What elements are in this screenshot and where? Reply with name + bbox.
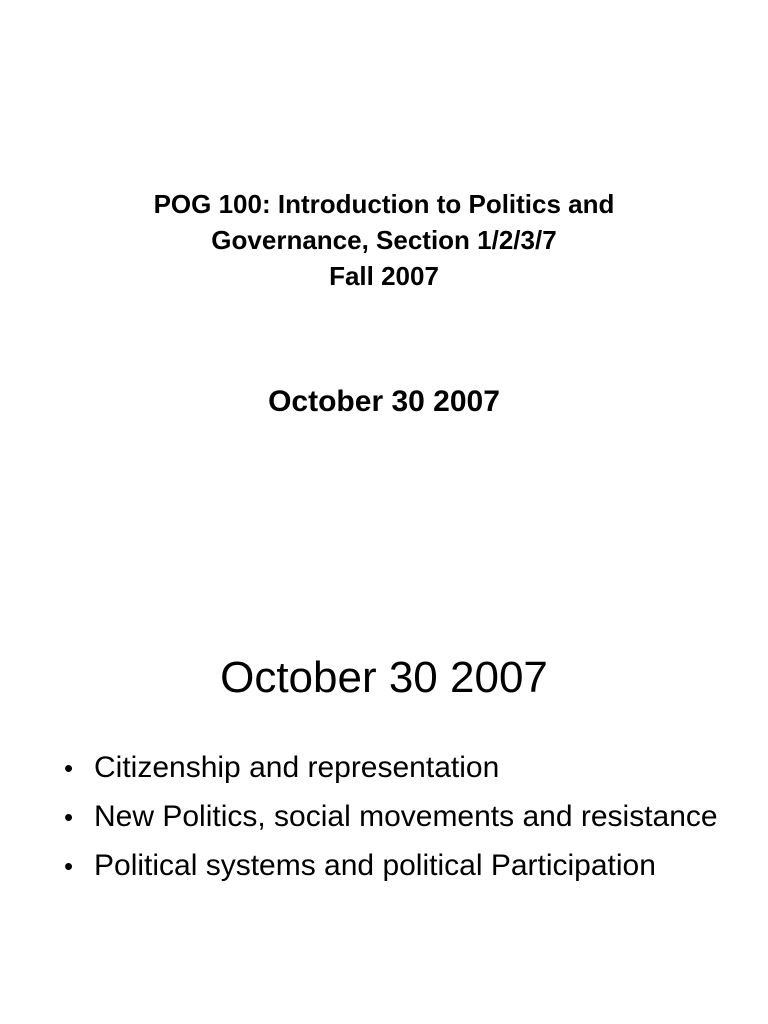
bullet-text: Citizenship and representation: [94, 751, 500, 784]
bullet-text: New Politics, social movements and resistance: [94, 800, 718, 833]
course-title-line-1: POG 100: Introduction to Politics and: [153, 189, 615, 219]
course-term: Fall 2007: [329, 261, 439, 291]
slide-2: [0, 512, 768, 1024]
course-title: [0, 186, 768, 294]
bullet-icon: •: [64, 802, 74, 832]
bullet-icon: •: [64, 753, 74, 783]
bullet-item: [64, 748, 724, 788]
bullet-text: Political systems and political Participation: [94, 849, 656, 882]
bullet-list: [64, 748, 724, 895]
slide-title: October 30 2007: [220, 653, 548, 702]
lecture-date: October 30 2007: [268, 385, 500, 418]
bullet-icon: •: [64, 851, 74, 881]
course-title-line-2: Governance, Section 1/2/3/7: [211, 225, 557, 255]
bullet-item: [64, 797, 724, 837]
bullet-item: [64, 846, 724, 886]
